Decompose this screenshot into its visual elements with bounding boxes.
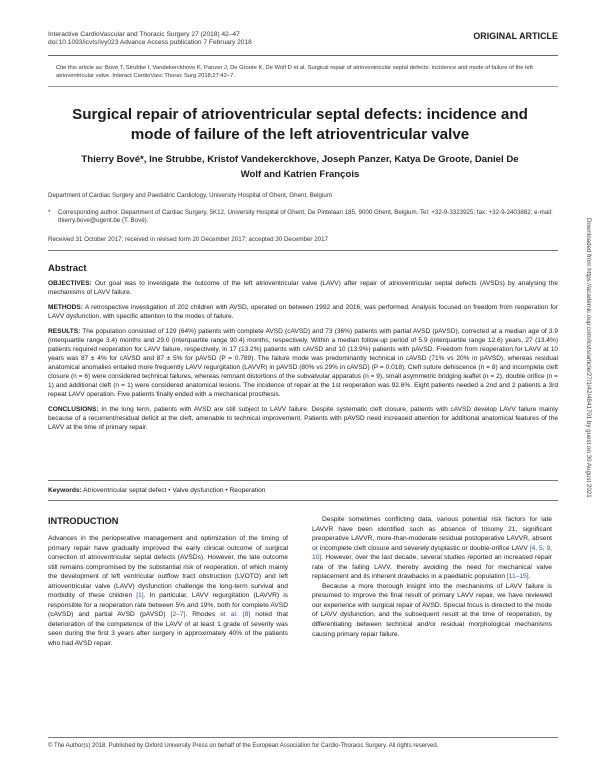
objectives-label: OBJECTIVES:: [48, 280, 92, 287]
reference-link[interactable]: [1]: [136, 592, 144, 600]
conclusions-text: In the long term, patients with AVSD are still subject to LAVV failure. Despite systematic cleft closure, patients with cAVSD develop LAVV failure mainly because of a recurrent/residual deficit at the cleft, amenable to technical improvement. Patients with pAVSD need increased attention for additional anatomical features of the LAVV at the time of primary repair.: [48, 406, 558, 431]
corresponding-star: *: [48, 209, 51, 216]
journal-header: [48, 31, 252, 48]
intro-text: . In particular, LAVV regurgitation (LAVVR) is responsible for a reoperation rate between 5% and 19%, both for complete AVSD (cAVSD) and partial AVSD (pAVSD): [48, 592, 288, 619]
abstract-results: [48, 328, 558, 400]
abstract-methods: [48, 304, 558, 322]
download-note[interactable]: Downloaded from https://academic.oup.com/icvts/article/27/1/42/4841701 by guest on 30 August 2021: [585, 218, 592, 498]
intro-text: . However, over the last decade, several studies reported an increased repair rate of the failing LAVV, thereby avoiding the need for mechanical valve replacement and its inherent drawbacks in a paediatric population: [312, 554, 552, 581]
article-type: ORIGINAL ARTICLE: [473, 31, 558, 41]
intro-paragraph-2: [312, 515, 552, 582]
intro-text: noted that deterioration of the competence of the LAVV of at least 1 grade of severity was seen during the first 3 years after surgery in approximately 40% of the patients who had AVSD repair.: [48, 611, 289, 648]
cite-this-article: Cite this article as: Bové T, Strubbe I, Vandekerckhove K, Panzer J, De Groote K, De Wolf D et al. Surgical repair of atrioventricular septal defects: incidence and mode of failure of the left atrioventricular valve. Interact CardioVasc Thorac Surg 2018;27:42–7.: [56, 65, 533, 79]
keywords-top-divider: [48, 480, 558, 481]
abstract-heading: Abstract: [48, 263, 87, 274]
affiliation: Department of Cardiac Surgery and Paediatric Cardiology, University Hospital of Ghent, Ghent, Belgium: [48, 192, 332, 199]
abstract-top-divider: [48, 250, 558, 251]
intro-text: Despite sometimes conflicting data, various potential risk factors for late LAVVR have been identified such as absence of trisomy 21, significant preoperative LAVVR, more-than-moderate residual postoperative LAVVR, absent or incomplete cleft closure and severely dysplastic or double-orifice LAVV: [312, 516, 552, 552]
reference-link[interactable]: [4, 5, 9, 10]: [312, 544, 552, 562]
methods-text: A retrospective investigation of 202 children with AVSD, operated on between 1992 and 2016, was performed. Analysis focused on freedom from reoperation for LAVV dysfunction, with specific attention to the modes of failure.: [48, 304, 558, 321]
header-divider: [48, 55, 558, 56]
intro-paragraph-1: [48, 534, 288, 649]
intro-text: . Rhodes: [185, 611, 221, 619]
journal-citation: Interactive CardioVascular and Thoracic Surgery 27 (2018) 42–47: [48, 31, 240, 38]
corresponding-text: Corresponding author. Department of Cardiac Surgery, 5K12, University Hospital of Ghent, De Pintelaan 185, 9000 Ghent, Belgium. Tel: +32-9-3323925; fax: +32-9-2403882; e-mail: thierry.bove@ugent.be (T. Bové).: [58, 209, 553, 225]
left-column: [48, 515, 288, 649]
received-dates: Received 31 October 2017; received in revised form 20 December 2017; accepted 30 December 2017: [48, 236, 328, 243]
keywords: [48, 487, 265, 494]
abstract-conclusions: [48, 406, 558, 433]
abstract-objectives: [48, 280, 558, 298]
copyright-footer: © The Author(s) 2018. Published by Oxford University Press on behalf of the European Association for Cardio-Thoracic Surgery. All rights reserved.: [48, 743, 439, 749]
corresponding-author: [48, 209, 558, 226]
conclusions-label: CONCLUSIONS:: [48, 406, 99, 413]
reference-link[interactable]: [11–15]: [506, 573, 529, 581]
methods-label: METHODS:: [48, 304, 83, 312]
abstract-body: [48, 280, 558, 439]
download-watermark: [584, 218, 594, 538]
results-text: The population consisted of 129 (64%) patients with complete AVSD (cAVSD) and 73 (36%) patients with partial AVSD (pAVSD), corrected at a median age of 3.9 (interquartile range 3.4) months and 29.0 (interquartile range 90.4) months, respectively. Within a median follow-up period of 5.9 (interquartile range 12.6) years, 27 (13.4%) patients required reoperation for LAVV failure, respectively, in 17 (13.2%) patients with cAVSD and 10 (13.9%) patients with pAVSD. Freedom from reoperation for LAVV at 10 years was 87 ± 4% for cAVSD and 87 ± 5% for pAVSD (P = 0.789). The failure mode was predominantly technical in cAVSD (71% vs 20% in pAVSD), whereas residual anatomical anomalies entailed more frequently LAVV regurgitation (LAVVR) in pAVSD (80% vs 29% in cAVSD) (P = 0.018). Cleft suture dehiscence (n = 8) and incomplete cleft closure (n = 6) were considered technical failures, whereas remnant distortions of the subvalvular apparatus (n = 9), small asymmetric bridging leaflet (n = 2), double orifice (n = 1) and additional cleft (n = 1) were considered anatomical lesions. The incidence of repair at the 1st reoperation was 92.6%. Eight patients needed a 2nd and 2 patients a 3rd repeat LAVV operation. Five patients finally ended with a mechanical prosthesis.: [48, 328, 558, 398]
results-label: RESULTS:: [48, 328, 81, 336]
reference-link[interactable]: [2–7]: [170, 611, 186, 619]
citation-divider: [48, 86, 558, 87]
keywords-bottom-divider: [48, 500, 558, 501]
doi-line: doi:10.1093/icvts/ivy023 Advance Access publication 7 February 2018: [48, 39, 252, 47]
keywords-text: Atrioventricular septal defect • Valve dysfunction • Reoperation: [81, 487, 266, 494]
author-list: Thierry Bové*, Ine Strubbe, Kristof Vandekerckhove, Joseph Panzer, Katya De Groote, Daniel De Wolf and Katrien François: [81, 154, 519, 180]
objectives-text: Our goal was to investigate the outcome of the left atrioventricular valve (LAVV) after repair of atrioventricular septal defects (AVSDs) by analysing the mechanisms of LAVV failure.: [48, 280, 558, 296]
footer-divider: [48, 737, 558, 738]
reference-link[interactable]: et al. [8]: [220, 611, 251, 619]
intro-paragraph-3: Because a more thorough insight into the mechanisms of LAVV failure is presumed to improve the final result of primary LAVV repair, we have reviewed our experience with surgical repair of AVSD. Special focus is directed to the mode of LAVV dysfunction, and the subsequent result at the time of reoperation, by differentiating between technical and/or residual morphological mechanisms causing primary repair failure.: [312, 582, 552, 638]
right-column: [312, 515, 552, 639]
paper-title: Surgical repair of atrioventricular septal defects: incidence and mode of failure of the left atrioventricular valve: [72, 106, 528, 143]
keywords-label: Keywords:: [48, 487, 82, 494]
intro-text: Advances in the perioperative management and optimization of the timing of primary repair have gradually improved the early clinical outcome of surgical correction of atrioventricular septal defects (AVSDs). However, the late outcome still remains compromised by the substantial risk of reoperation, of which mainly the development of left ventricular outflow tract obstruction (LVOTO) and left atrioventricular valve (LAVV) dysfunction challenge the long-term survival and morbidity of these children: [48, 535, 288, 600]
intro-text: .: [528, 573, 531, 581]
introduction-heading: INTRODUCTION: [48, 516, 119, 526]
